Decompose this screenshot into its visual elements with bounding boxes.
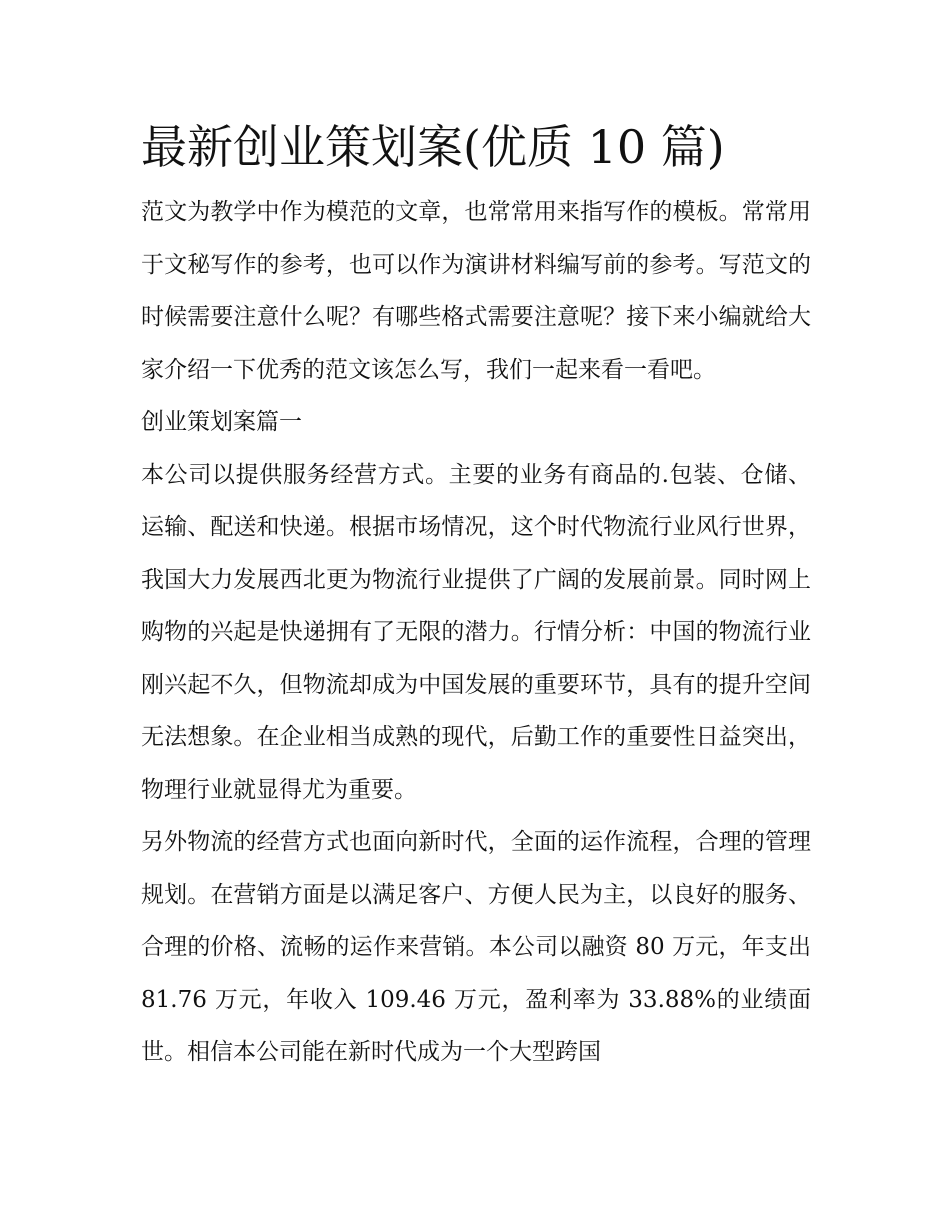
document-title: 最新创业策划案(优质 10 篇) (141, 120, 725, 174)
body-paragraph: 本公司以提供服务经营方式。主要的业务有商品的.包装、仓储、运输、配送和快递。根据市场情况，这个时代物流行业风行世界，我国大力发展西北更为物流行业提供了广阔的发展前景。同时网上购物的兴起是快递拥有了无限的潜力。行情分析：中国的物流行业刚兴起不久，但物流却成为中国发展的重要环节，具有的提升空间无法想象。在企业相当成熟的现代，后勤工作的重要性日益突出，物理行业就显得尤为重要。 (141, 461, 811, 803)
body-paragraph: 另外物流的经营方式也面向新时代，全面的运作流程，合理的管理规划。在营销方面是以满足客户、方便人民为主，以良好的服务、合理的价格、流畅的运作来营销。本公司以融资 80 万元，年支出 81.76 万元，年收入 109.46 万元，盈利率为 33.88%的业绩面世。相信本公司能在新时代成为一个大型跨国 (141, 829, 811, 1065)
intro-paragraph: 范文为教学中作为模范的文章，也常常用来指写作的模板。常常用于文秘写作的参考，也可以作为演讲材料编写前的参考。写范文的时候需要注意什么呢？有哪些格式需要注意呢？接下来小编就给大家介绍一下优秀的范文该怎么写，我们一起来看一看吧。 (141, 199, 811, 383)
document-page (141, 112, 811, 1079)
section-heading: 创业策划案篇一 (141, 409, 302, 435)
